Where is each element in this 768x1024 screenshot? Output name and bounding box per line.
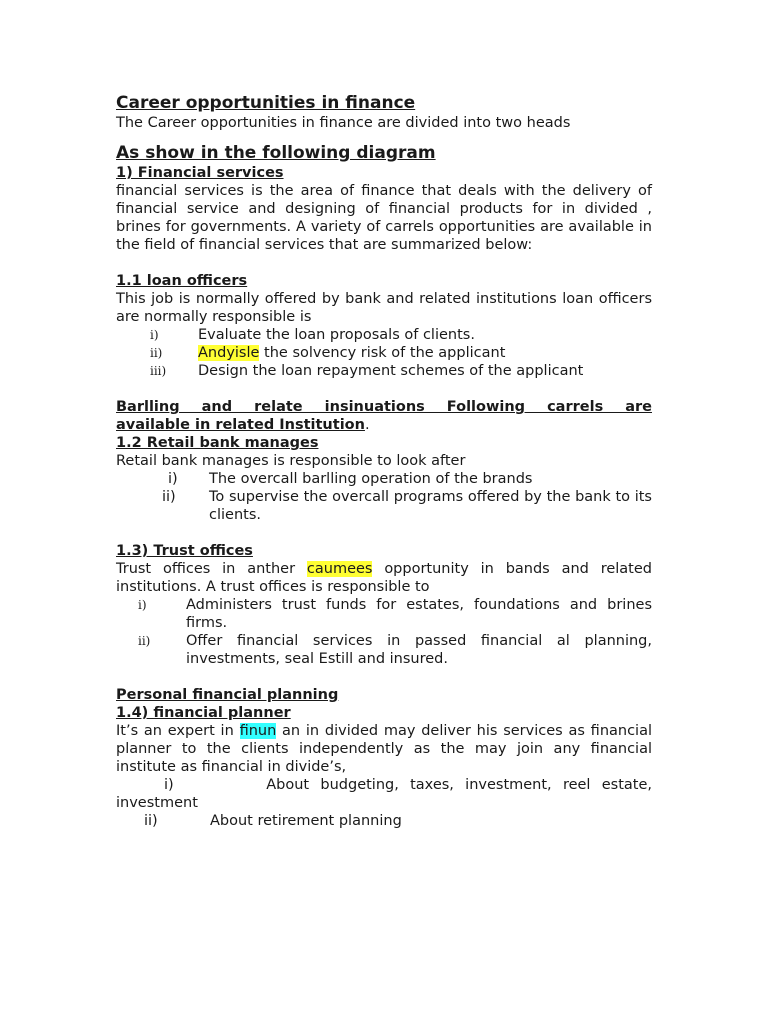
page-title: Career opportunities in finance	[116, 93, 416, 113]
list-number: ii)	[150, 346, 163, 360]
section-body-trust-offices: Trust offices in anther caumees opportunity in bands and related institutions. A trust offices is responsible to	[116, 561, 652, 595]
section-heading-financial-services: 1) Financial services	[116, 165, 284, 181]
list-item	[116, 362, 652, 380]
list-item-text: the solvency risk of the applicant	[259, 345, 506, 361]
list-number: iii)	[150, 364, 167, 378]
section-heading-retail-bank: 1.2 Retail bank manages	[116, 435, 319, 451]
section-heading-trust-offices: 1.3) Trust offices	[116, 543, 253, 559]
list-number: i)	[150, 328, 159, 342]
list-number: ii)	[162, 489, 176, 505]
list-number: ii)	[144, 813, 158, 829]
barlling-heading-line1: Barlling and relate insinuations Following carrels are	[116, 399, 652, 415]
list-number: i)	[164, 777, 174, 793]
section-body-financial-planner: It’s an expert in finun an in divided may deliver his services as financial planner to the clients independently as the may join any financial institute as financial in divide’s,	[116, 723, 652, 775]
list-item-continuation: investment	[116, 795, 198, 811]
list-item-text: Design the loan repayment schemes of the applicant	[198, 363, 584, 379]
section-heading-personal-planning: Personal financial planning	[116, 687, 339, 703]
list-item	[116, 344, 652, 362]
section-body-loan-officers: This job is normally offered by bank and related institutions loan officers are normally responsible is	[116, 291, 652, 325]
list-item-text: Administers trust funds for estates, foundations and brines firms.	[186, 597, 652, 631]
list-item	[116, 326, 652, 344]
highlighted-word: finun	[239, 723, 277, 739]
list-number: i)	[168, 471, 178, 487]
list-item-text: The overcall barlling operation of the brands	[209, 471, 533, 487]
section-heading-loan-officers: 1.1 loan officers	[116, 273, 248, 289]
list-item	[116, 632, 652, 668]
list-item	[116, 596, 652, 632]
list-item-text: To supervise the overcall programs offered by the bank to its clients.	[209, 489, 652, 523]
section-body-retail-bank: Retail bank manages is responsible to look after	[116, 453, 466, 469]
barlling-heading-line2: available in related Institution.	[116, 417, 370, 433]
list-item	[116, 488, 652, 524]
list-item	[116, 470, 652, 488]
list-number: ii)	[138, 634, 151, 648]
list-item	[116, 812, 652, 830]
document-page	[116, 92, 652, 830]
list-item	[116, 776, 652, 812]
list-item-text: About budgeting, taxes, investment, reel estate,	[266, 777, 652, 793]
list-item-text: About retirement planning	[210, 813, 402, 829]
diagram-heading: As show in the following diagram	[116, 143, 436, 163]
highlighted-word: Andyisle	[198, 345, 260, 361]
list-item-text: Evaluate the loan proposals of clients.	[198, 327, 475, 343]
list-number: i)	[138, 598, 147, 612]
section-body-financial-services: financial services is the area of finance that deals with the delivery of financial service and designing of financial products for in divided , brines for governments. A variety of carrels opportunities are available in the field of financial services that are summarized below:	[116, 183, 652, 253]
list-item-text: Offer financial services in passed financial al planning, investments, seal Estill and insured.	[186, 633, 652, 667]
intro-text: The Career opportunities in finance are divided into two heads	[116, 115, 571, 131]
highlighted-word: caumees	[306, 561, 373, 577]
section-heading-financial-planner: 1.4) financial planner	[116, 705, 291, 721]
